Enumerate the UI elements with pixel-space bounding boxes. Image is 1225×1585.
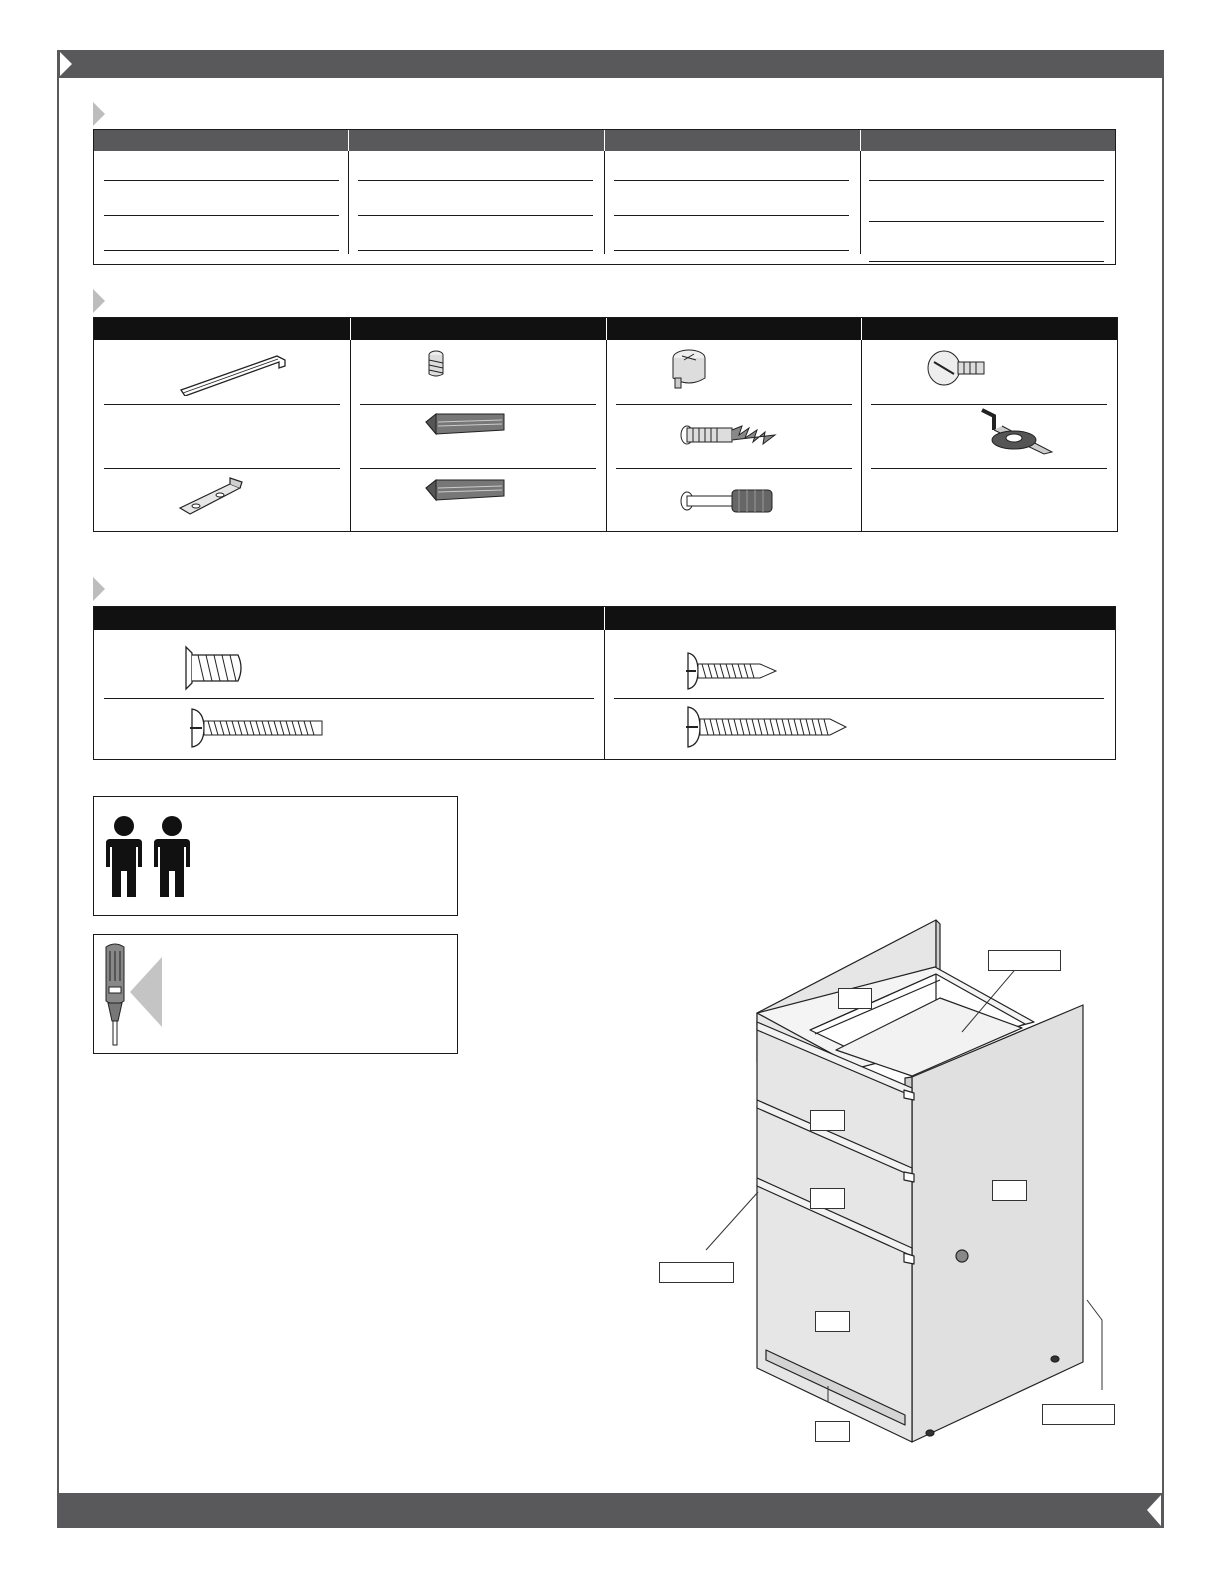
dowel-bolt-icon — [679, 486, 789, 516]
hardware-table — [93, 317, 1118, 532]
label-box-bottom-panel — [988, 950, 1061, 971]
lock-screw-icon — [924, 348, 1004, 388]
long-wood-screw-icon — [684, 705, 854, 749]
parts-line — [869, 261, 1104, 262]
two-people-icon — [100, 815, 196, 899]
hex-key-icon — [179, 346, 289, 396]
parts-line — [614, 250, 849, 251]
lock-bar-icon — [974, 406, 1074, 466]
insert-nut-icon — [426, 350, 446, 380]
drawer-slide-icon — [424, 478, 506, 508]
parts-table — [93, 129, 1116, 265]
header-bar — [57, 50, 1164, 78]
parts-line — [104, 250, 339, 251]
parts-line — [869, 180, 1104, 181]
parts-line — [869, 221, 1104, 222]
cam-bolt-icon — [679, 422, 789, 448]
parts-line — [104, 215, 339, 216]
angle-bracket-icon — [174, 474, 254, 524]
parts-line — [614, 180, 849, 181]
footer-arrow-icon — [1142, 1493, 1164, 1528]
label-box-front-rail — [659, 1262, 734, 1283]
parts-line — [358, 215, 593, 216]
label-box-drawer-2 — [810, 1188, 845, 1209]
header-arrow-icon — [57, 50, 77, 78]
cam-lock-icon — [669, 348, 719, 392]
label-box-side — [992, 1180, 1027, 1201]
footer-bar — [57, 1493, 1164, 1528]
two-person-notice-box — [93, 796, 458, 916]
assembled-cabinet-illustration — [640, 910, 1140, 1450]
flat-head-screw-icon — [182, 645, 252, 691]
label-box-drawer-3 — [815, 1311, 850, 1332]
tool-notice-box — [93, 934, 458, 1054]
drawer-slide-icon — [424, 412, 506, 442]
parts-line — [358, 250, 593, 251]
short-wood-screw-icon — [684, 651, 784, 691]
label-box-base — [815, 1421, 850, 1442]
screws-table — [93, 606, 1116, 760]
parts-line — [614, 215, 849, 216]
parts-line — [104, 180, 339, 181]
section-marker-screws — [93, 577, 105, 601]
long-machine-screw-icon — [188, 707, 328, 749]
label-box-drawer-1 — [810, 1110, 845, 1131]
arrow-left-icon — [128, 955, 168, 1029]
section-marker-hardware — [93, 289, 105, 313]
screwdriver-icon — [100, 941, 130, 1051]
label-box-back — [838, 988, 872, 1009]
label-box-caster — [1042, 1404, 1115, 1425]
section-marker-parts — [93, 102, 105, 126]
parts-line — [358, 180, 593, 181]
